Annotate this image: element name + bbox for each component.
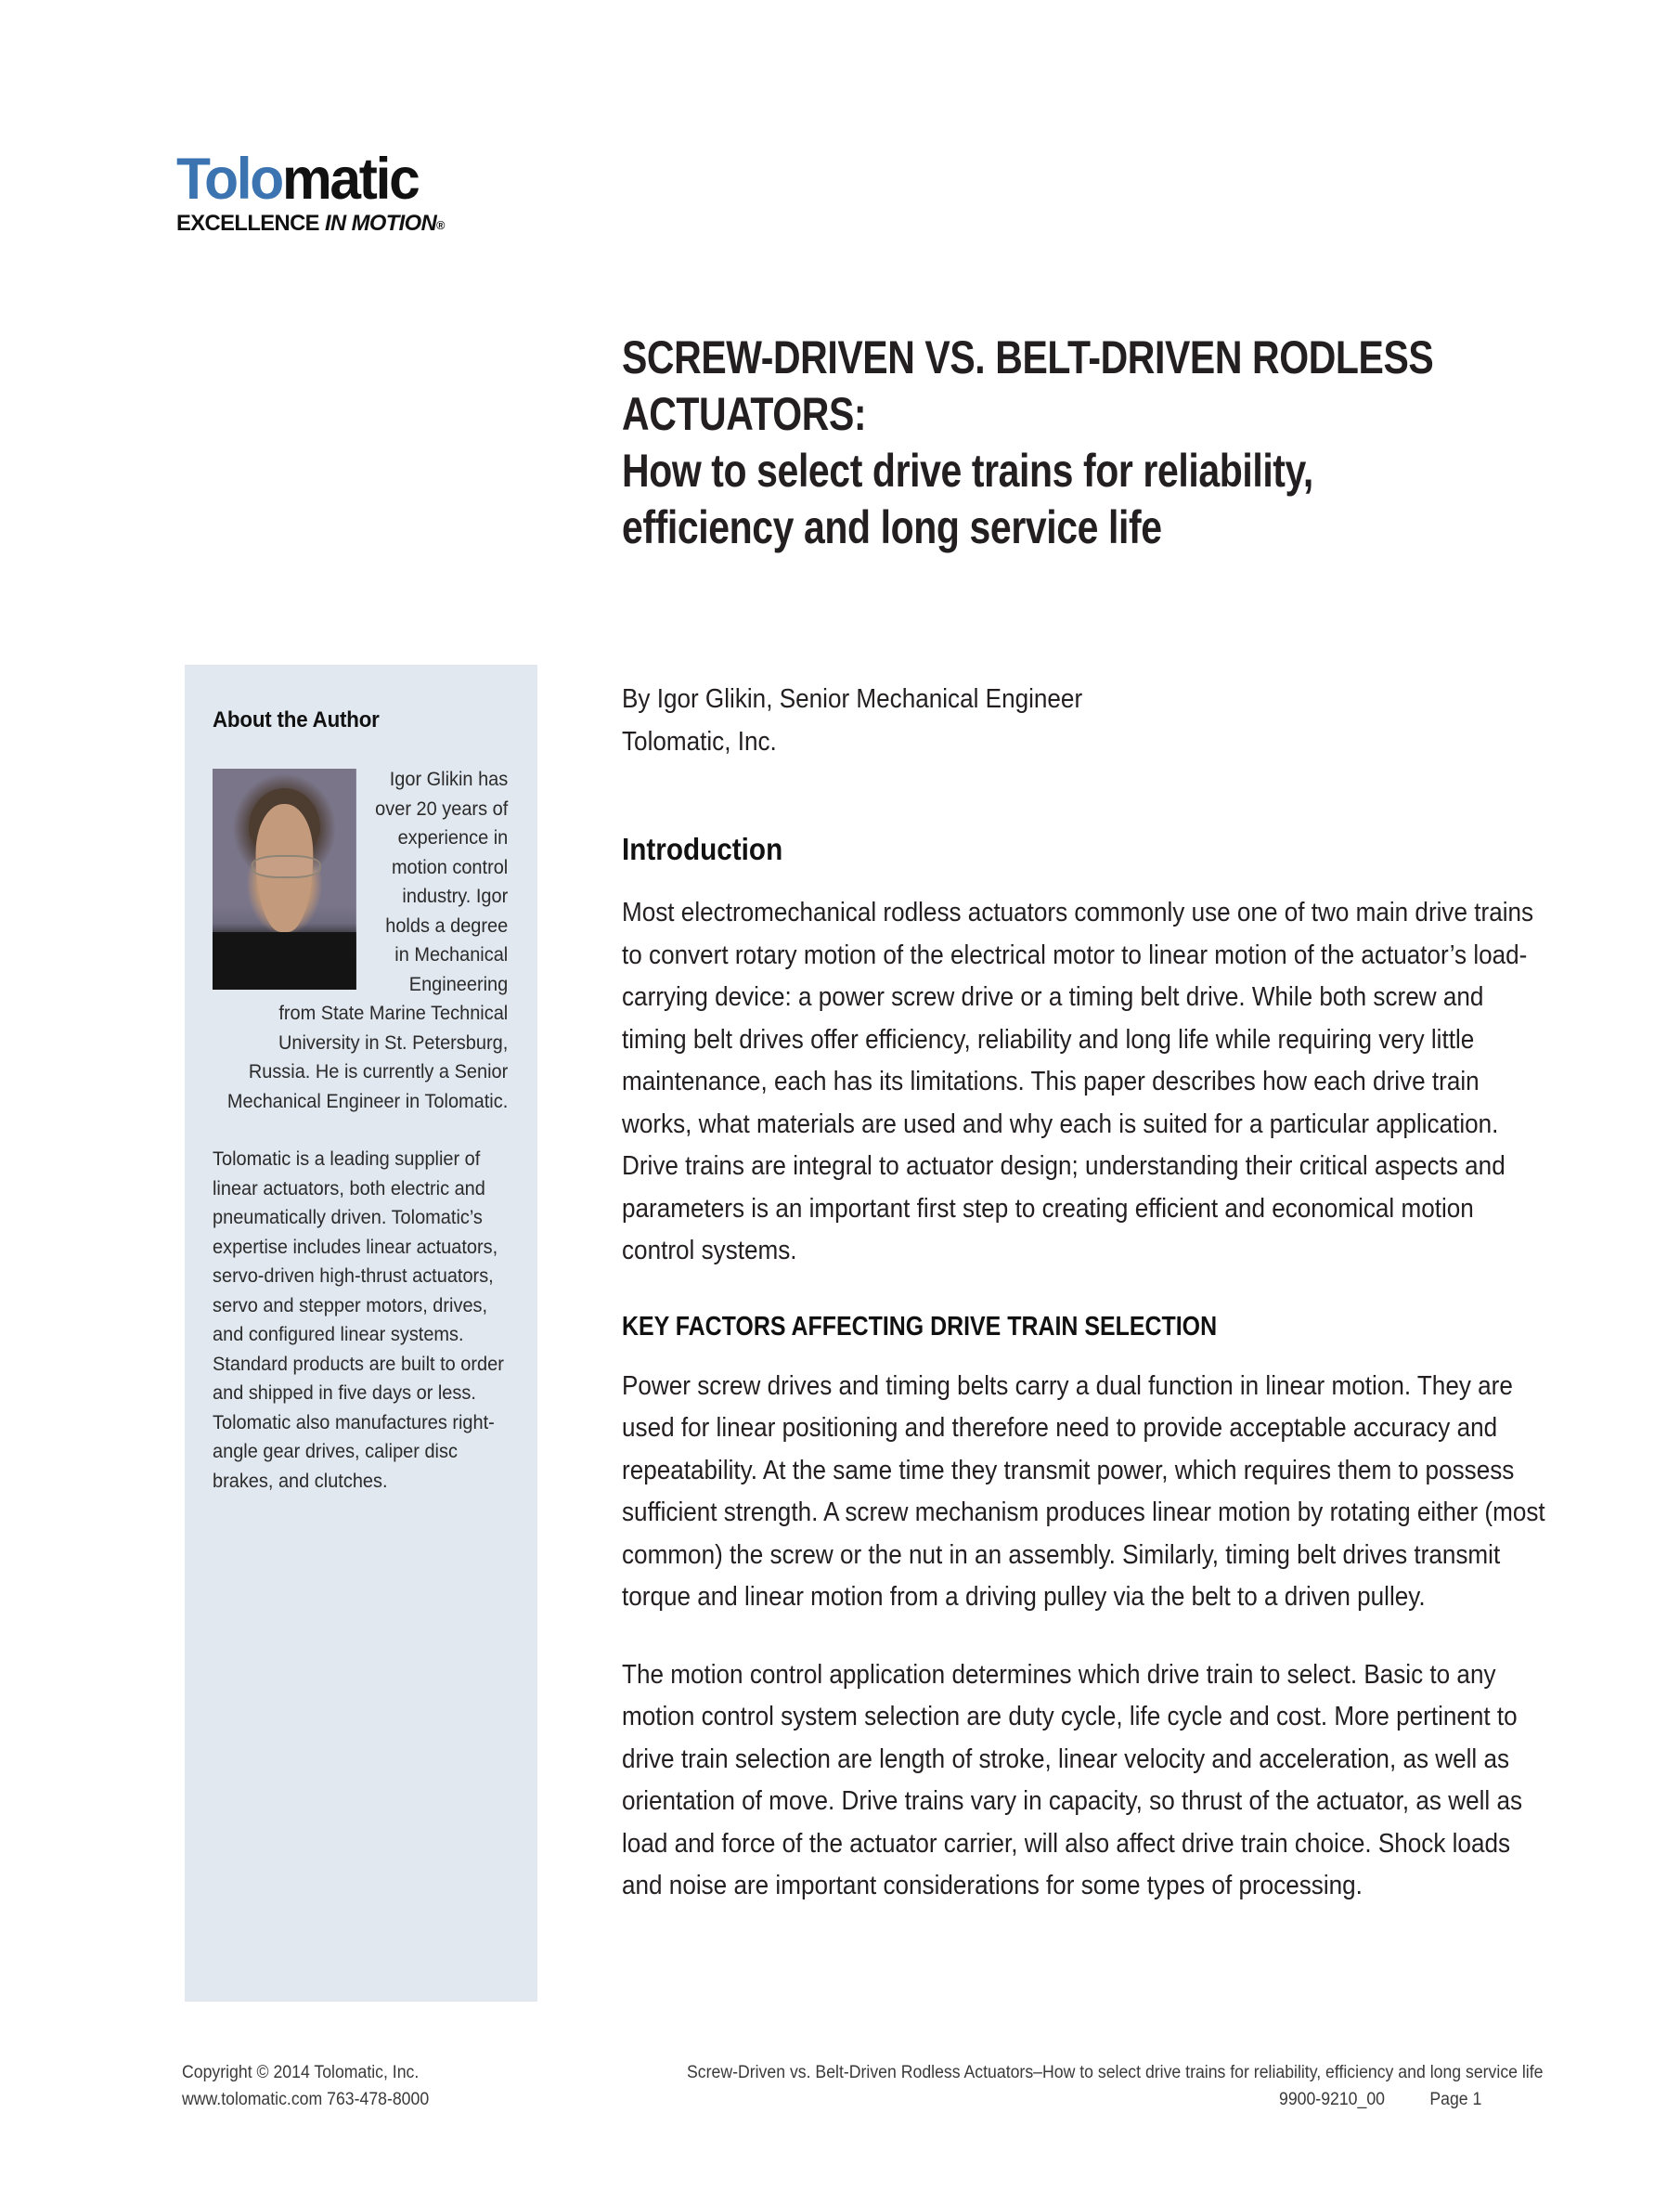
page-title-line-2: ACTUATORS:	[622, 388, 867, 440]
logo-wordmark-first: Tolo	[176, 147, 282, 212]
page-footer	[0, 2052, 1680, 2135]
key-factors-paragraph-1: Power screw drives and timing belts carry a dual function in linear motion. They are used for linear positioning and therefore need to provide acceptable accuracy and repeatability. At the same time they transmit power, which requires them to possess sufficient strength. A screw mechanism produces linear motion by rotating either (most common) the screw or the nut in an assembly. Similarly, timing belt drives transmit torque and linear motion from a driving pulley via the belt to a driven pulley.	[622, 1370, 1545, 1612]
author-bio-paragraph-2: Tolomatic is a leading supplier of linear actuators, both electric and pneumatically driven. Tolomatic’s expertise includes linear actuators, servo-driven high-thrust actuators, servo and stepper motors, drives, and configured linear systems. Standard products are built to order and shipped in five days or less. Tolomatic also manufactures right-angle gear drives, caliper disc brakes, and clutches.	[213, 1148, 504, 1492]
byline	[622, 678, 1374, 763]
author-bio	[213, 765, 508, 1496]
section-heading-key-factors: KEY FACTORS AFFECTING DRIVE TRAIN SELECTION	[622, 1311, 1218, 1342]
footer-copyright-block	[182, 2059, 429, 2113]
sidebar-heading: About the Author	[213, 707, 380, 732]
logo-tagline-italic: IN MOTION	[324, 211, 437, 236]
page-subtitle-line-1: How to select drive trains for reliability,	[622, 445, 1313, 497]
tolomatic-logo	[176, 149, 455, 241]
registered-trademark-icon: ®	[436, 218, 445, 232]
footer-document-title: Screw-Driven vs. Belt-Driven Rodless Actuators–How to select drive trains for reliability, efficiency and long service life	[687, 2063, 1544, 2082]
author-portrait-photo	[213, 769, 356, 990]
footer-page-number: Page 1	[1429, 2090, 1482, 2109]
footer-copyright: Copyright © 2014 Tolomatic, Inc.	[182, 2063, 420, 2082]
logo-wordmark	[176, 149, 444, 210]
glasses-icon	[252, 855, 321, 878]
logo-wordmark-second: matic	[281, 147, 419, 212]
section-heading-introduction: Introduction	[622, 832, 783, 866]
logo-tagline	[176, 211, 446, 237]
portrait-shirt	[213, 932, 356, 990]
footer-meta	[1279, 2086, 1481, 2113]
author-bio-paragraph-1: Igor Glikin has over 20 years of experience in motion control industry. Igor holds a degree in Mechanical Engineering from State Marine Technical University in St. Petersburg, Russia. He is currently a Senior Mechanical Engineer in Tolomatic.	[226, 769, 509, 1112]
footer-contact: www.tolomatic.com 763-478-8000	[182, 2090, 430, 2109]
footer-document-number: 9900-9210_00	[1279, 2090, 1385, 2109]
article-body	[622, 831, 1550, 1943]
page-title	[622, 330, 1569, 556]
logo-tagline-first: EXCELLENCE	[176, 211, 325, 236]
introduction-paragraph: Most electromechanical rodless actuators commonly use one of two main drive trains to convert rotary motion of the electrical motor to linear motion of the actuator’s load-carrying device: a power screw drive or a timing belt drive. While both screw and timing belt drives offer efficiency, reliability and long life while requiring very little maintenance, each has its limitations. This paper describes how each drive train works, what materials are used and why each is suited for a particular application. Drive trains are integral to actuator design; understanding their critical aspects and parameters is an important first step to creating efficient and economical motion control systems.	[622, 898, 1534, 1265]
byline-company: Tolomatic, Inc.	[622, 727, 777, 757]
page-title-line-1: SCREW-DRIVEN VS. BELT-DRIVEN RODLESS	[622, 331, 1434, 383]
byline-author: By Igor Glikin, Senior Mechanical Engineer	[622, 684, 1083, 714]
about-the-author-sidebar	[185, 665, 537, 2002]
page-subtitle-line-2: efficiency and long service life	[622, 501, 1162, 553]
key-factors-paragraph-2: The motion control application determines which drive train to select. Basic to any motion control system selection are duty cycle, life cycle and cost. More pertinent to drive train selection are length of stroke, linear velocity and acceleration, as well as orientation of move. Drive trains vary in capacity, so thrust of the actuator, as well as load and force of the actuator carrier, will also affect drive train choice. Shock loads and noise are important considerations for some types of processing.	[622, 1659, 1523, 1900]
